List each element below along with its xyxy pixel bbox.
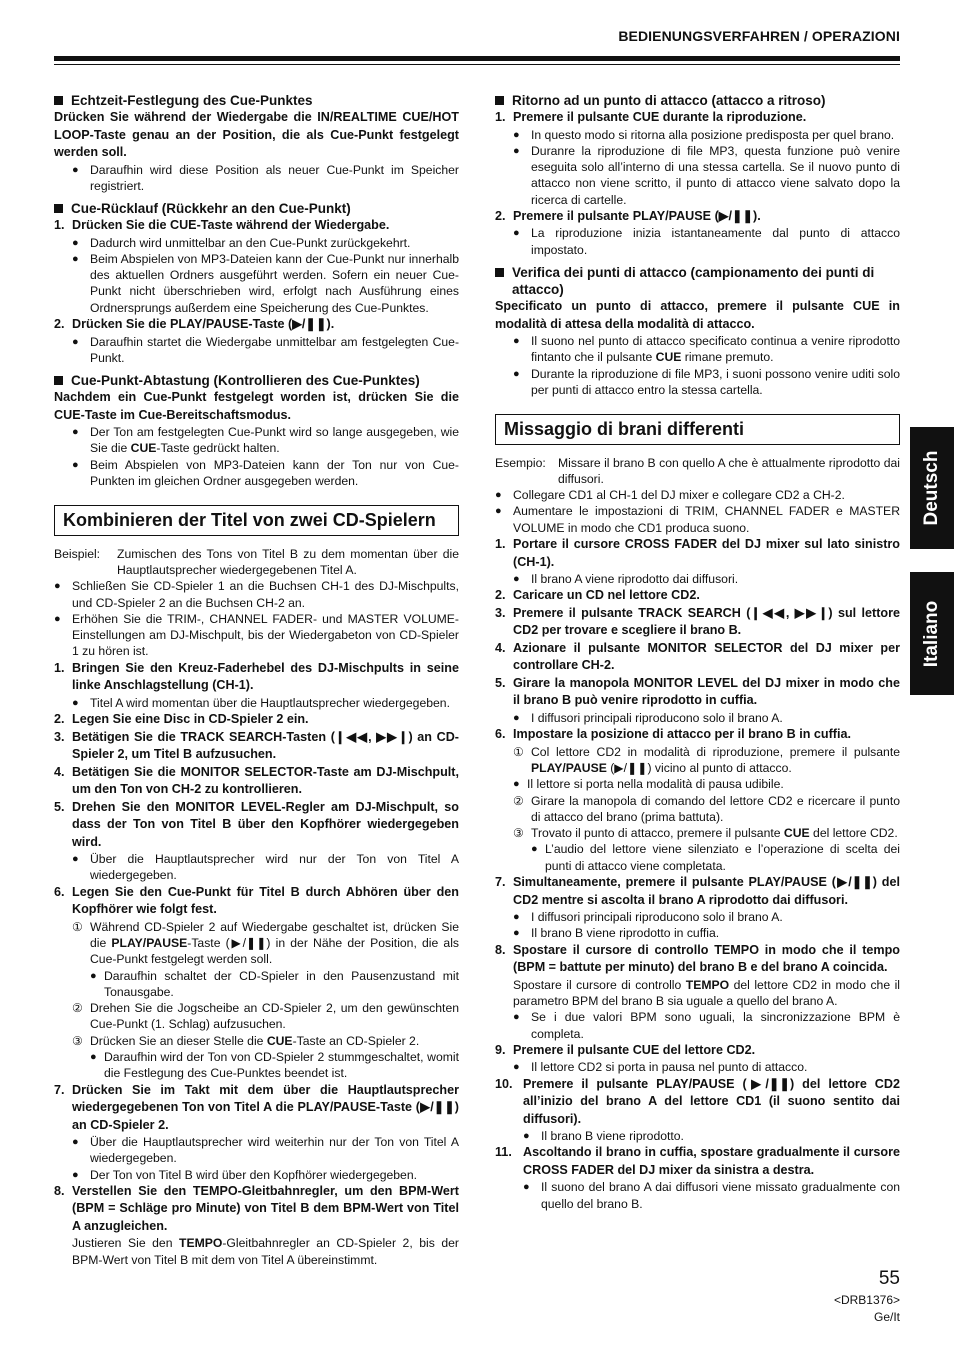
- step-item: 3. Premere il pulsante TRACK SEARCH (❙◀◀, ▶▶❙) sul lettore CD2 per trovare e scegliere il brano B.: [495, 605, 900, 638]
- document-code: <DRB1376> Ge/It: [833, 1293, 900, 1324]
- bullet-item: ● Aumentare le impostazioni di TRIM, CHANNEL FADER e MASTER VOLUME in modo che CD1 produca suono.: [495, 504, 900, 535]
- step-item: 1. Bringen Sie den Kreuz-Faderhebel des DJ-Mischpults in seine linke Anschlagstellung (CH-1).: [54, 660, 459, 693]
- bullet-item: ● Daraufhin schaltet der CD-Spieler in den Pausenzustand mit Tonausgabe.: [90, 968, 459, 999]
- step-item: 7. Simultaneamente, premere il pulsante PLAY/PAUSE (▶/❚❚) del CD2 mentre si ascolta il brano A riprodotto dai diffusori.: [495, 875, 900, 907]
- substep-item: ③ Drücken Sie an dieser Stelle die CUE-Taste an CD-Spieler 2.: [72, 1033, 420, 1048]
- subheading: Cue-Rücklauf (Rückkehr an den Cue-Punkt): [54, 200, 459, 217]
- bullet-item: ● Daraufhin wird der Ton von CD-Spieler 2 stummgeschaltet, womit die Festlegung des Cue-Punktes beendet ist.: [90, 1050, 459, 1081]
- section-title: Kombinieren der Titel von zwei CD-Spielern: [54, 505, 459, 535]
- step-item: 1. Portare il cursore CROSS FADER del DJ mixer sul lato sinistro (CH-1).: [495, 537, 900, 569]
- bullet-item: ● Beim Abspielen von MP3-Dateien kann der Cue-Punkt nur innerhalb des aktuellen Ordners ausgeführt werden. Sofern ein neuer Cue-Punkt nicht überschrieben wird, erfolgt nach Ausführung eines Ordnersprungs außerdem eine Speicherung des Cue-Punktes.: [72, 251, 459, 315]
- square-bullet-icon: [54, 376, 63, 385]
- bullet-item: ● Titel A wird momentan über die Hauptlautsprecher wiedergegeben.: [72, 695, 450, 710]
- bullet-item: ● Schließen Sie CD-Spieler 1 an die Buchsen CH-1 des DJ-Mischpults, und CD-Spieler 2 an die Buchsen CH-2 an.: [54, 579, 459, 610]
- left-column: [54, 86, 459, 1268]
- step-item: 1. Premere il pulsante CUE durante la riproduzione.: [495, 110, 807, 124]
- square-bullet-icon: [495, 268, 504, 277]
- subheading: Cue-Punkt-Abtastung (Kontrollieren des Cue-Punktes): [54, 372, 459, 389]
- step-item: 6. Legen Sie den Cue-Punkt für Titel B durch Abhören über den Kopfhörer wie folgt fest.: [54, 884, 459, 917]
- example: Beispiel: Zumischen des Tons von Titel B zu dem momentan über die Hauptlautsprecher wiedergegebenen Titel A.: [54, 546, 459, 577]
- bullet-item: ● Il brano B viene riprodotto in cuffia.: [513, 926, 720, 941]
- example: Esempio: Missare il brano B con quello A che è attualmente riprodotto dai diffusori.: [495, 455, 900, 486]
- step-item: 2. Legen Sie eine Disc in CD-Spieler 2 ein.: [54, 712, 309, 727]
- instruction: Drücken Sie während der Wiedergabe die IN/REALTIME CUE/HOT LOOP-Taste genau an der Position, die als Cue-Punkt festgelegt werden soll.: [54, 110, 459, 159]
- subheading: Verifica dei punti di attacco (campionamento dei punti di attacco): [495, 264, 900, 298]
- page-number: 55: [878, 1268, 900, 1289]
- step-item: 1. Drücken Sie die CUE-Taste während der Wiedergabe.: [54, 218, 390, 233]
- bullet-item: ● Der Ton von Titel B wird über den Kopfhörer wiedergegeben.: [72, 1167, 418, 1182]
- header-rule-thin: [54, 64, 900, 65]
- step-item: 3. Betätigen Sie die TRACK SEARCH-Tasten (❙◀◀, ▶▶❙) an CD-Spieler 2, um Titel B aufzusuchen.: [54, 729, 459, 762]
- square-bullet-icon: [54, 96, 63, 105]
- substep-item: ① Col lettore CD2 in modalità di riproduzione, premere il pulsante PLAY/PAUSE (▶/❚❚) vicino al punto di attacco.: [513, 744, 900, 775]
- bullet-item: ● Dadurch wird unmittelbar an den Cue-Punkt zurückgekehrt.: [72, 235, 411, 250]
- substep-item: ③ Trovato il punto di attacco, premere il pulsante CUE del lettore CD2.: [513, 826, 898, 841]
- language-tab-italiano: Italiano: [910, 572, 954, 695]
- bullet-item: ● Il brano A viene riprodotto dai diffusori.: [513, 572, 739, 587]
- bullet-item: ● I diffusori principali riproducono solo il brano A.: [513, 910, 783, 925]
- language-tab-deutsch: Deutsch: [910, 427, 954, 549]
- step-item: 5. Girare la manopola MONITOR LEVEL del DJ mixer in modo che il brano B può venire riprodotto in cuffia.: [495, 675, 900, 708]
- square-bullet-icon: [495, 96, 504, 105]
- step-item: 6. Impostare la posizione di attacco per il brano B in cuffia.: [495, 727, 851, 742]
- bullet-item: ● Il suono nel punto di attacco specificato continua a venire riprodotto fintanto che il pulsante CUE rimane premuto.: [513, 334, 900, 365]
- step-item: 4. Azionare il pulsante MONITOR SELECTOR del DJ mixer per controllare CH-2.: [495, 640, 900, 673]
- bullet-item: ● Il lettore si porta nella modalità di pausa udibile.: [513, 777, 784, 792]
- subheading: Echtzeit-Festlegung des Cue-Punktes: [54, 92, 459, 109]
- paragraph: Spostare il cursore di controllo TEMPO del lettore CD2 in modo che il parametro BPM del brano B sia uguale a quello del brano A.: [513, 977, 900, 1008]
- bullet-item: ● I diffusori principali riproducono solo il brano A.: [513, 710, 783, 725]
- step-item: 4. Betätigen Sie die MONITOR SELECTOR-Taste am DJ-Mischpult, um den Ton von CH-2 zu kontrollieren.: [54, 764, 459, 797]
- section-title: Missaggio di brani differenti: [495, 414, 900, 444]
- step-item: 2. Premere il pulsante PLAY/PAUSE (▶/❚❚).: [495, 208, 761, 223]
- bullet-item: ● Il suono del brano A dai diffusori viene missato gradualmente con quello del brano B.: [523, 1180, 900, 1211]
- page-header-title: BEDIENUNGSVERFAHREN / OPERAZIONI: [618, 28, 900, 44]
- bullet-item: ● Erhöhen Sie die TRIM-, CHANNEL FADER- und MASTER VOLUME-Einstellungen am DJ-Mischpult, bis der Wiedergabeton von CD-Spieler 1 zu hören ist.: [54, 611, 459, 659]
- step-item: 8. Verstellen Sie den TEMPO-Gleitbahnregler, um den BPM-Wert (BPM = Schläge pro Minute) von Titel B dem BPM-Wert von Titel A anzugleichen.: [54, 1183, 459, 1233]
- bullet-item: ● Der Ton am festgelegten Cue-Punkt wird so lange ausgegeben, wie Sie die CUE-Taste gedrückt halten.: [72, 425, 459, 456]
- bullet-item: ● La riproduzione inizia istantaneamente dal punto di attacco impostato.: [513, 226, 900, 257]
- step-item: 5. Drehen Sie den MONITOR LEVEL-Regler am DJ-Mischpult, so dass der Ton von Titel B über den Kopfhörer wiedergegeben wird.: [54, 799, 459, 849]
- step-item: 9. Premere il pulsante CUE del lettore CD2.: [495, 1042, 756, 1057]
- bullet-item: ● Über die Hauptlautsprecher wird weiterhin nur der Ton von Titel A wiedergegeben.: [72, 1135, 459, 1166]
- substep-item: ① Während CD-Spieler 2 auf Wiedergabe geschaltet ist, drücken Sie die PLAY/PAUSE-Taste (▶/❚❚) in der Nähe der Position, die als Cue-Punkt festgelegt werden soll.: [72, 919, 459, 967]
- bullet-item: ● Se i due valori BPM sono uguali, la sincronizzazione BPM è completa.: [513, 1010, 900, 1041]
- bullet-item: ● Il lettore CD2 si porta in pausa nel punto di attacco.: [513, 1060, 808, 1075]
- step-item: 7. Drücken Sie im Takt mit dem über die Hauptlautsprecher wiedergegebenen Ton von Titel A die PLAY/PAUSE-Taste (▶/❚❚) an CD-Spieler 2.: [54, 1082, 459, 1132]
- step-item: 11. Ascoltando il brano in cuffia, spostare gradualmente il cursore CROSS FADER del DJ mixer da sinistra a destra.: [495, 1145, 900, 1177]
- bullet-item: ● Über die Hauptlautsprecher wird nur der Ton von Titel A wiedergegeben.: [72, 852, 459, 883]
- substep-item: ② Girare la manopola di comando del lettore CD2 e ricercare il punto di attacco del brano (prima battuta).: [513, 793, 900, 824]
- bullet-item: ● Durante la riproduzione di file MP3, i suoni possono venire uditi solo per punti di attacco entro la stessa cartella.: [513, 366, 900, 397]
- step-item: 8. Spostare il cursore di controllo TEMPO in modo che il tempo (BPM = battute per minuto) del brano B e del brano A coincida.: [495, 942, 900, 975]
- bullet-item: ● Daraufhin wird diese Position als neuer Cue-Punkt im Speicher registriert.: [72, 162, 459, 193]
- substep-item: ② Drehen Sie die Jogscheibe an CD-Spieler 2, um den gewünschten Cue-Punkt (1. Schlag) aufzusuchen.: [72, 1001, 459, 1032]
- right-column: [495, 86, 900, 1212]
- subheading: Ritorno ad un punto di attacco (attacco a ritroso): [495, 92, 900, 109]
- header-rule: [54, 56, 900, 61]
- bullet-item: ● Daraufhin startet die Wiedergabe unmittelbar am festgelegten Cue-Punkt.: [72, 334, 459, 365]
- step-item: 2. Drücken Sie die PLAY/PAUSE-Taste (▶/❚❚).: [54, 317, 335, 332]
- square-bullet-icon: [54, 204, 63, 213]
- instruction: Specificato un punto di attacco, premere il pulsante CUE in modalità di attesa della modalità di attacco.: [495, 299, 900, 331]
- step-item: 2. Caricare un CD nel lettore CD2.: [495, 588, 700, 603]
- step-item: 10. Premere il pulsante PLAY/PAUSE (▶/❚❚) del lettore CD2 all’inizio del brano A del lettore CD1 (il suono sentito dai diffusori).: [495, 1076, 900, 1126]
- bullet-item: ● Duranre la riproduzione di file MP3, questa funzione può venire eseguita solo all’interno di una stessa cartella. Se il nuovo punto di attacco non viene scritto, il punto di attacco viene salvato dopo la ricerca di cartelle.: [513, 143, 900, 207]
- bullet-item: ● Beim Abspielen von MP3-Dateien kann der Ton nur von Cue-Punkten im gleichen Ordner ausgegeben werden.: [72, 457, 459, 489]
- bullet-item: ● Il brano B viene riprodotto.: [523, 1129, 684, 1144]
- bullet-item: ● In questo modo si ritorna alla posizione predisposta per quel brano.: [513, 127, 895, 142]
- paragraph: Justieren Sie den TEMPO-Gleitbahnregler an CD-Spieler 2, bis der BPM-Wert von Titel B mit dem von Titel A übereinstimmt.: [72, 1236, 459, 1267]
- bullet-item: ● L’audio del lettore viene silenziato e l’operazione di scelta dei punti di attacco viene completata.: [531, 842, 900, 873]
- bullet-item: ● Collegare CD1 al CH-1 del DJ mixer e collegare CD2 a CH-2.: [495, 488, 845, 503]
- instruction: Nachdem ein Cue-Punkt festgelegt worden ist, drücken Sie die CUE-Taste im Cue-Bereitschaftsmodus.: [54, 390, 459, 422]
